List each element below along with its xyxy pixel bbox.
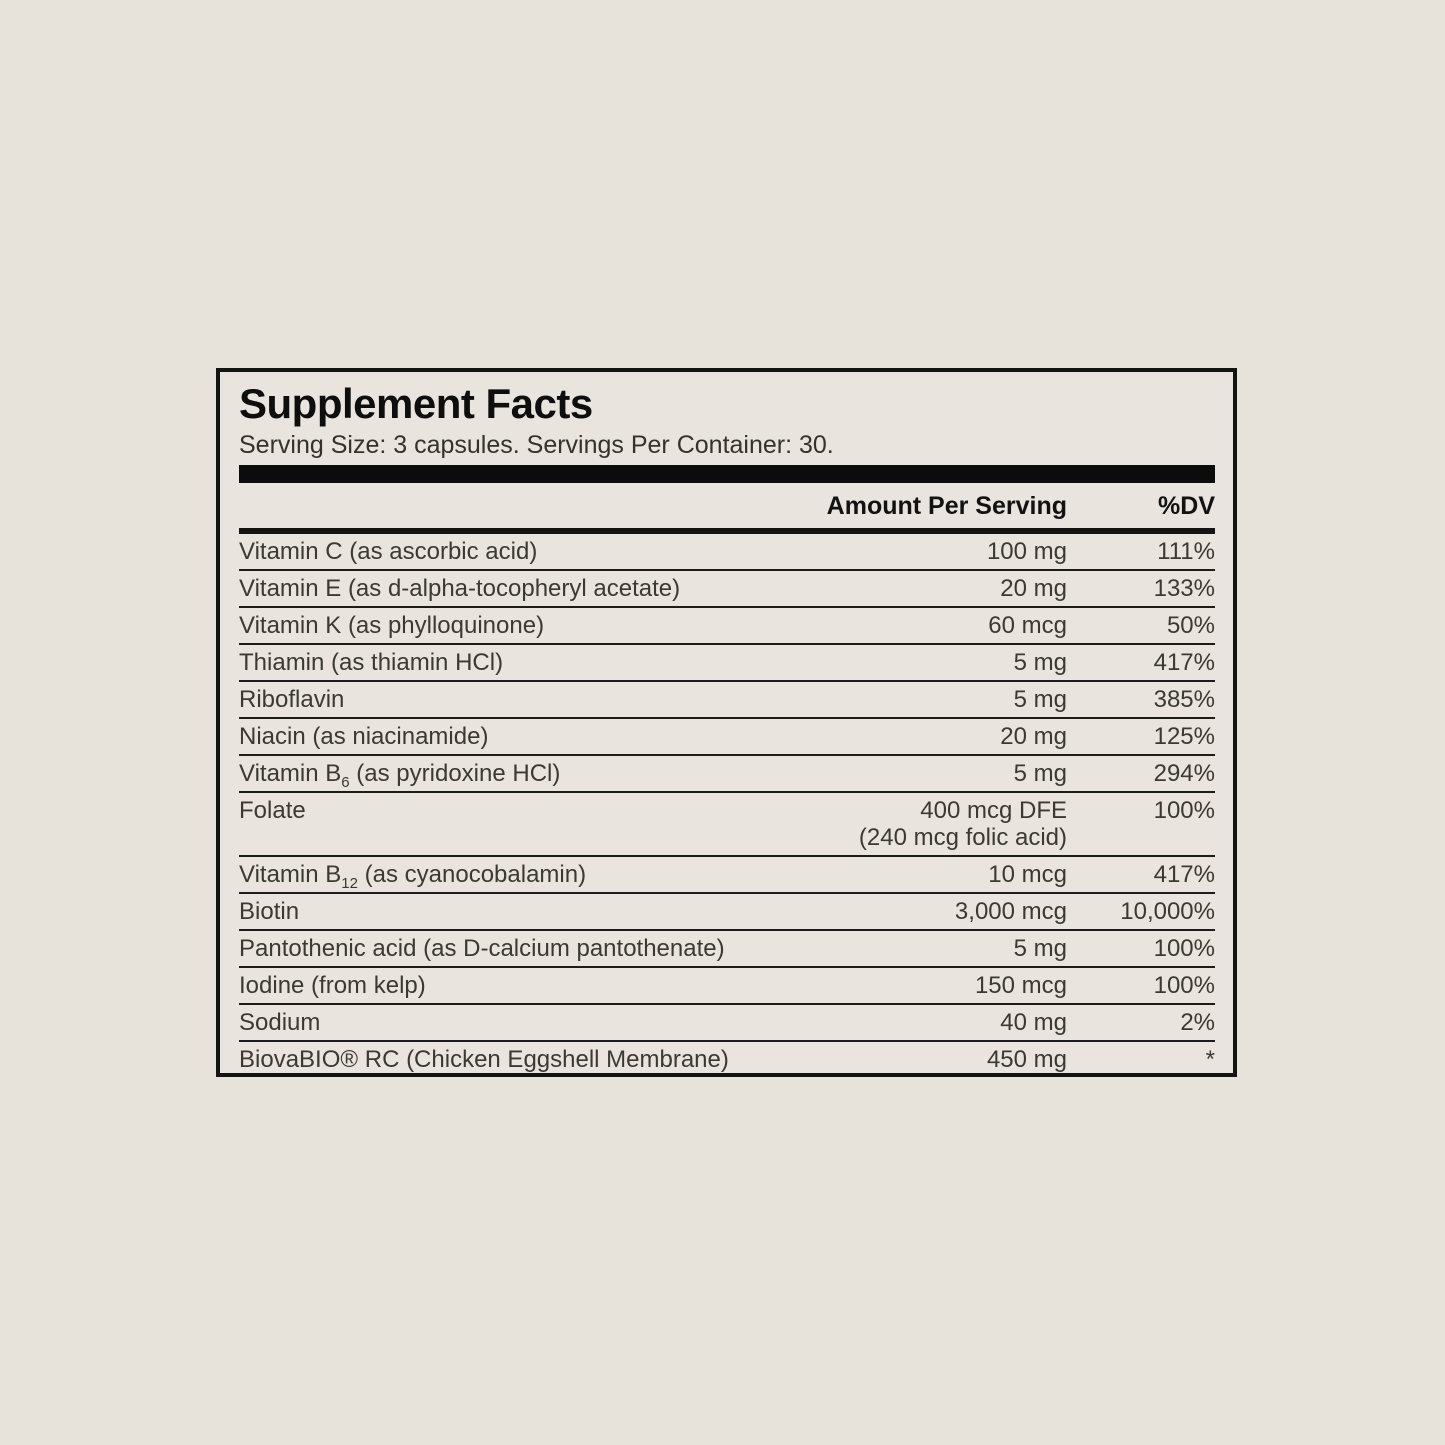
nutrient-dv: * <box>1205 1046 1215 1073</box>
facts-table <box>239 534 1215 1077</box>
nutrient-name: Vitamin E (as d-alpha-tocopheryl acetate) <box>239 575 681 602</box>
nutrient-amount: 5 mg <box>1013 649 1067 676</box>
nutrient-amount: 40 mg <box>1000 1009 1067 1036</box>
nutrient-dv: 133% <box>1153 575 1215 602</box>
nutrient-dv: 417% <box>1153 861 1215 888</box>
nutrient-amount: 60 mcg <box>988 612 1067 639</box>
header-bar <box>239 465 1215 483</box>
table-row <box>239 754 1215 791</box>
nutrient-name: Vitamin $B_6$ (as pyridoxine HCl) <box>239 760 561 791</box>
nutrient-name: Vitamin C (as ascorbic acid) <box>239 538 538 565</box>
nutrient-name: Vitamin K (as phylloquinone) <box>239 612 545 639</box>
nutrient-dv: 100% <box>1153 797 1215 824</box>
nutrient-amount: 20 mg <box>1000 575 1067 602</box>
nutrient-dv: 100% <box>1153 972 1215 999</box>
nutrient-amount: 5 mg <box>1013 935 1067 962</box>
nutrient-amount: 400 mcg DFE (240 mcg folic acid) <box>858 797 1067 851</box>
nutrient-dv: 2% <box>1180 1009 1215 1036</box>
nutrient-name: Iodine (from kelp) <box>239 972 426 999</box>
nutrient-amount: 5 mg <box>1013 760 1067 787</box>
table-row <box>239 855 1215 892</box>
panel-title: Supplement Facts <box>239 380 593 427</box>
column-header-row <box>239 483 1215 528</box>
nutrient-amount: 100 mg <box>986 538 1067 565</box>
column-header-amount: Amount Per Serving <box>826 492 1067 520</box>
table-row <box>239 606 1215 643</box>
column-header-dv: %DV <box>1158 492 1215 520</box>
table-row <box>239 717 1215 754</box>
nutrient-dv: 385% <box>1153 686 1215 713</box>
nutrient-name: Sodium <box>239 1009 321 1036</box>
nutrient-dv: 111% <box>1157 538 1215 565</box>
table-row <box>239 569 1215 606</box>
table-row <box>239 929 1215 966</box>
nutrient-amount: 3,000 mcg <box>954 898 1067 925</box>
nutrient-dv: 50% <box>1166 612 1215 639</box>
table-row <box>239 1003 1215 1040</box>
nutrient-name: Thiamin (as thiamin HCl) <box>239 649 504 676</box>
nutrient-dv: 417% <box>1153 649 1215 676</box>
table-row <box>239 534 1215 569</box>
nutrient-dv: 10,000% <box>1120 898 1215 925</box>
table-row <box>239 892 1215 929</box>
nutrient-amount: 150 mcg <box>974 972 1067 999</box>
nutrient-dv: 125% <box>1153 723 1215 750</box>
nutrient-name: Riboflavin <box>239 686 345 713</box>
nutrient-amount: 5 mg <box>1013 686 1067 713</box>
nutrient-name: Folate <box>239 797 306 824</box>
nutrient-name: Biotin <box>239 898 300 925</box>
table-row <box>239 1040 1215 1077</box>
table-row <box>239 680 1215 717</box>
nutrient-name: Pantothenic acid (as D-calcium pantothenate) <box>239 935 725 962</box>
nutrient-dv: 100% <box>1153 935 1215 962</box>
nutrient-name: BiovaBIO® RC (Chicken Eggshell Membrane) <box>239 1046 729 1073</box>
nutrient-name: Niacin (as niacinamide) <box>239 723 489 750</box>
column-header-spacer <box>239 491 787 522</box>
nutrient-dv: 294% <box>1153 760 1215 787</box>
nutrient-amount: 10 mcg <box>988 861 1067 888</box>
nutrient-amount: 450 mg <box>986 1046 1067 1073</box>
table-row <box>239 966 1215 1003</box>
supplement-facts-panel <box>216 368 1237 1077</box>
nutrient-amount: 20 mg <box>1000 723 1067 750</box>
table-row <box>239 791 1215 855</box>
table-row <box>239 643 1215 680</box>
serving-info: Serving Size: 3 capsules. Servings Per Container: 30. <box>239 431 834 459</box>
nutrient-name: Vitamin $B_{12}$ (as cyanocobalamin) <box>239 861 587 892</box>
